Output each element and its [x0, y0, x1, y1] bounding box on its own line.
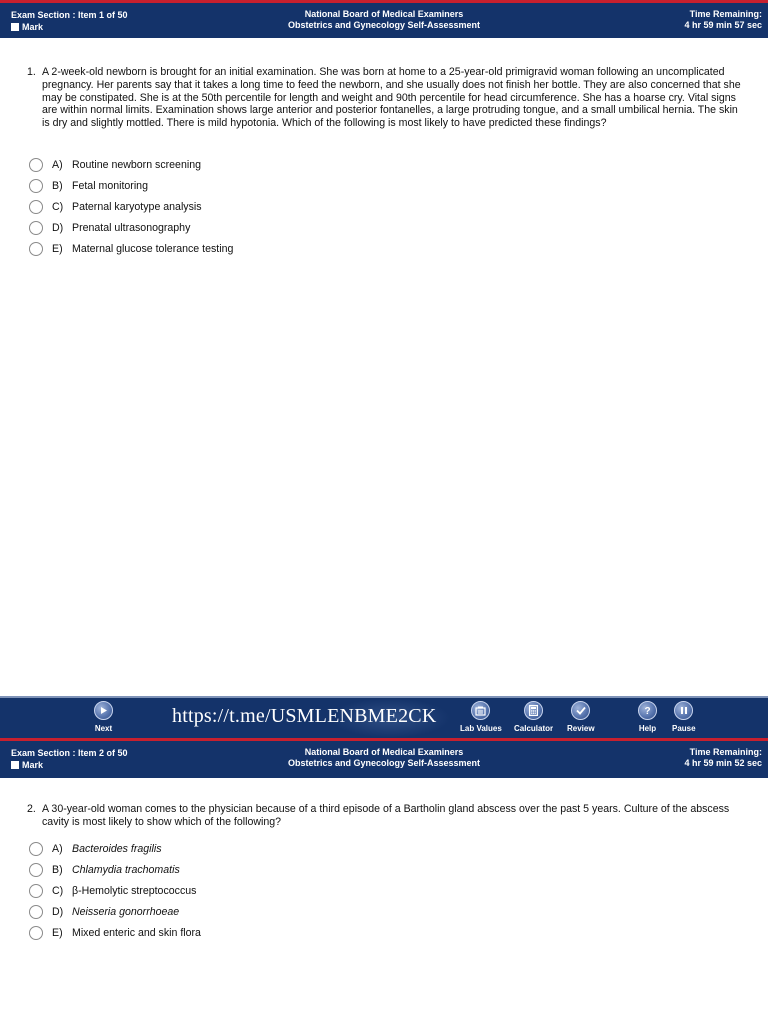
item-counter: Exam Section : Item 1 of 50	[11, 10, 128, 20]
checkmark-icon[interactable]	[571, 701, 590, 720]
mark-label: Mark	[22, 760, 44, 770]
mark-checkbox[interactable]	[11, 759, 128, 771]
radio-button-icon[interactable]	[29, 905, 43, 919]
radio-button-icon[interactable]	[29, 200, 43, 214]
option-text: Neisseria gonorrhoeae	[72, 905, 180, 918]
answer-option-a[interactable]	[29, 154, 233, 175]
answer-option-c[interactable]	[29, 880, 201, 901]
option-text: Chlamydia trachomatis	[72, 863, 180, 876]
time-remaining-value: 4 hr 59 min 57 sec	[684, 20, 762, 30]
header-left	[11, 9, 128, 33]
help-icon[interactable]	[638, 701, 657, 720]
option-letter: C)	[52, 200, 64, 213]
watermark-text: https://t.me/USMLENBME2CK	[172, 705, 437, 727]
help-button[interactable]	[638, 701, 657, 733]
radio-button-icon[interactable]	[29, 158, 43, 172]
answer-option-a[interactable]	[29, 838, 201, 859]
review-label: Review	[567, 724, 595, 733]
lab-values-label: Lab Values	[460, 724, 502, 733]
option-text: β-Hemolytic streptococcus	[72, 884, 197, 897]
answer-option-b[interactable]	[29, 175, 233, 196]
option-text: Routine newborn screening	[72, 158, 201, 171]
next-button[interactable]	[94, 701, 113, 733]
exam-header	[0, 741, 768, 778]
mark-label: Mark	[22, 22, 44, 32]
option-text: Maternal glucose tolerance testing	[72, 242, 234, 255]
option-text: Prenatal ultrasonography	[72, 221, 191, 234]
radio-button-icon[interactable]	[29, 926, 43, 940]
question-stem	[27, 66, 747, 130]
exam-subject: Obstetrics and Gynecology Self-Assessment	[287, 758, 481, 768]
item-counter: Exam Section : Item 2 of 50	[11, 748, 128, 758]
time-remaining-value: 4 hr 59 min 52 sec	[684, 758, 762, 768]
timer	[684, 9, 762, 31]
timer	[684, 747, 762, 769]
answer-option-e[interactable]	[29, 922, 201, 943]
answer-option-b[interactable]	[29, 859, 201, 880]
svg-text:?: ?	[644, 706, 651, 716]
question-text: A 30-year-old woman comes to the physician because of a third episode of a Bartholin gland abscess over the past 5 years. Culture of the abscess cavity is most likely to show which of the following?	[42, 803, 730, 828]
radio-button-icon[interactable]	[29, 842, 43, 856]
mark-checkbox[interactable]	[11, 21, 128, 33]
option-letter: B)	[52, 863, 63, 876]
pause-button[interactable]	[672, 701, 696, 733]
time-remaining-label: Time Remaining:	[689, 9, 762, 19]
pause-label: Pause	[672, 724, 696, 733]
calculator-label: Calculator	[514, 724, 554, 733]
header-left	[11, 747, 128, 771]
exam-subject: Obstetrics and Gynecology Self-Assessment	[287, 20, 481, 30]
radio-button-icon[interactable]	[29, 242, 43, 256]
question-text: A 2-week-old newborn is brought for an initial examination. She was born at home to a 25-year-old primigravid woman following an uncomplicated pregnancy. Her parents say that it takes a long time to feed the newborn, and she usually does not finish her bottle. They are also concerned that she may be constipated. She is at the 50th percentile for length and weight and 90th percentile for head circumference. She has a hoarse cry. Vital signs are within normal limits. Examination shows large anterior and posterior fontanelles, a large protruding tongue, and a small umbilical hernia. The skin is dry and slightly mottled. There is mild hypotonia. Which of the following is most likely to have predicted these findings?	[42, 66, 741, 130]
option-text: Fetal monitoring	[72, 179, 148, 192]
calculator-button[interactable]	[514, 701, 553, 733]
radio-button-icon[interactable]	[29, 884, 43, 898]
radio-button-icon[interactable]	[29, 221, 43, 235]
option-text: Paternal karyotype analysis	[72, 200, 202, 213]
option-letter: B)	[52, 179, 63, 192]
play-arrow-icon[interactable]	[94, 701, 113, 720]
lab-values-button[interactable]	[460, 701, 502, 733]
option-letter: A)	[52, 842, 63, 855]
help-label: Help	[638, 724, 657, 733]
lab-values-icon[interactable]	[471, 701, 490, 720]
pause-icon[interactable]	[674, 701, 693, 720]
calculator-icon[interactable]	[524, 701, 543, 720]
question-number: 2.	[27, 803, 36, 815]
radio-button-icon[interactable]	[29, 863, 43, 877]
option-letter: D)	[52, 905, 64, 918]
review-button[interactable]	[567, 701, 595, 733]
question-number: 1.	[27, 66, 36, 78]
exam-header	[0, 0, 768, 38]
radio-button-icon[interactable]	[29, 179, 43, 193]
checkbox-icon[interactable]	[11, 23, 19, 31]
option-letter: C)	[52, 884, 64, 897]
answer-option-d[interactable]	[29, 217, 233, 238]
option-letter: D)	[52, 221, 64, 234]
answer-options	[29, 154, 233, 259]
next-label: Next	[94, 724, 113, 733]
option-letter: A)	[52, 158, 63, 171]
board-name: National Board of Medical Examiners	[304, 9, 464, 19]
question-stem	[27, 803, 747, 829]
option-letter: E)	[52, 926, 63, 939]
checkbox-icon[interactable]	[11, 761, 19, 769]
option-letter: E)	[52, 242, 63, 255]
answer-options	[29, 838, 201, 943]
answer-option-e[interactable]	[29, 238, 233, 259]
option-text: Mixed enteric and skin flora	[72, 926, 201, 939]
answer-option-d[interactable]	[29, 901, 201, 922]
option-text: Bacteroides fragilis	[72, 842, 162, 855]
board-name: National Board of Medical Examiners	[304, 747, 464, 757]
answer-option-c[interactable]	[29, 196, 233, 217]
time-remaining-label: Time Remaining:	[689, 747, 762, 757]
